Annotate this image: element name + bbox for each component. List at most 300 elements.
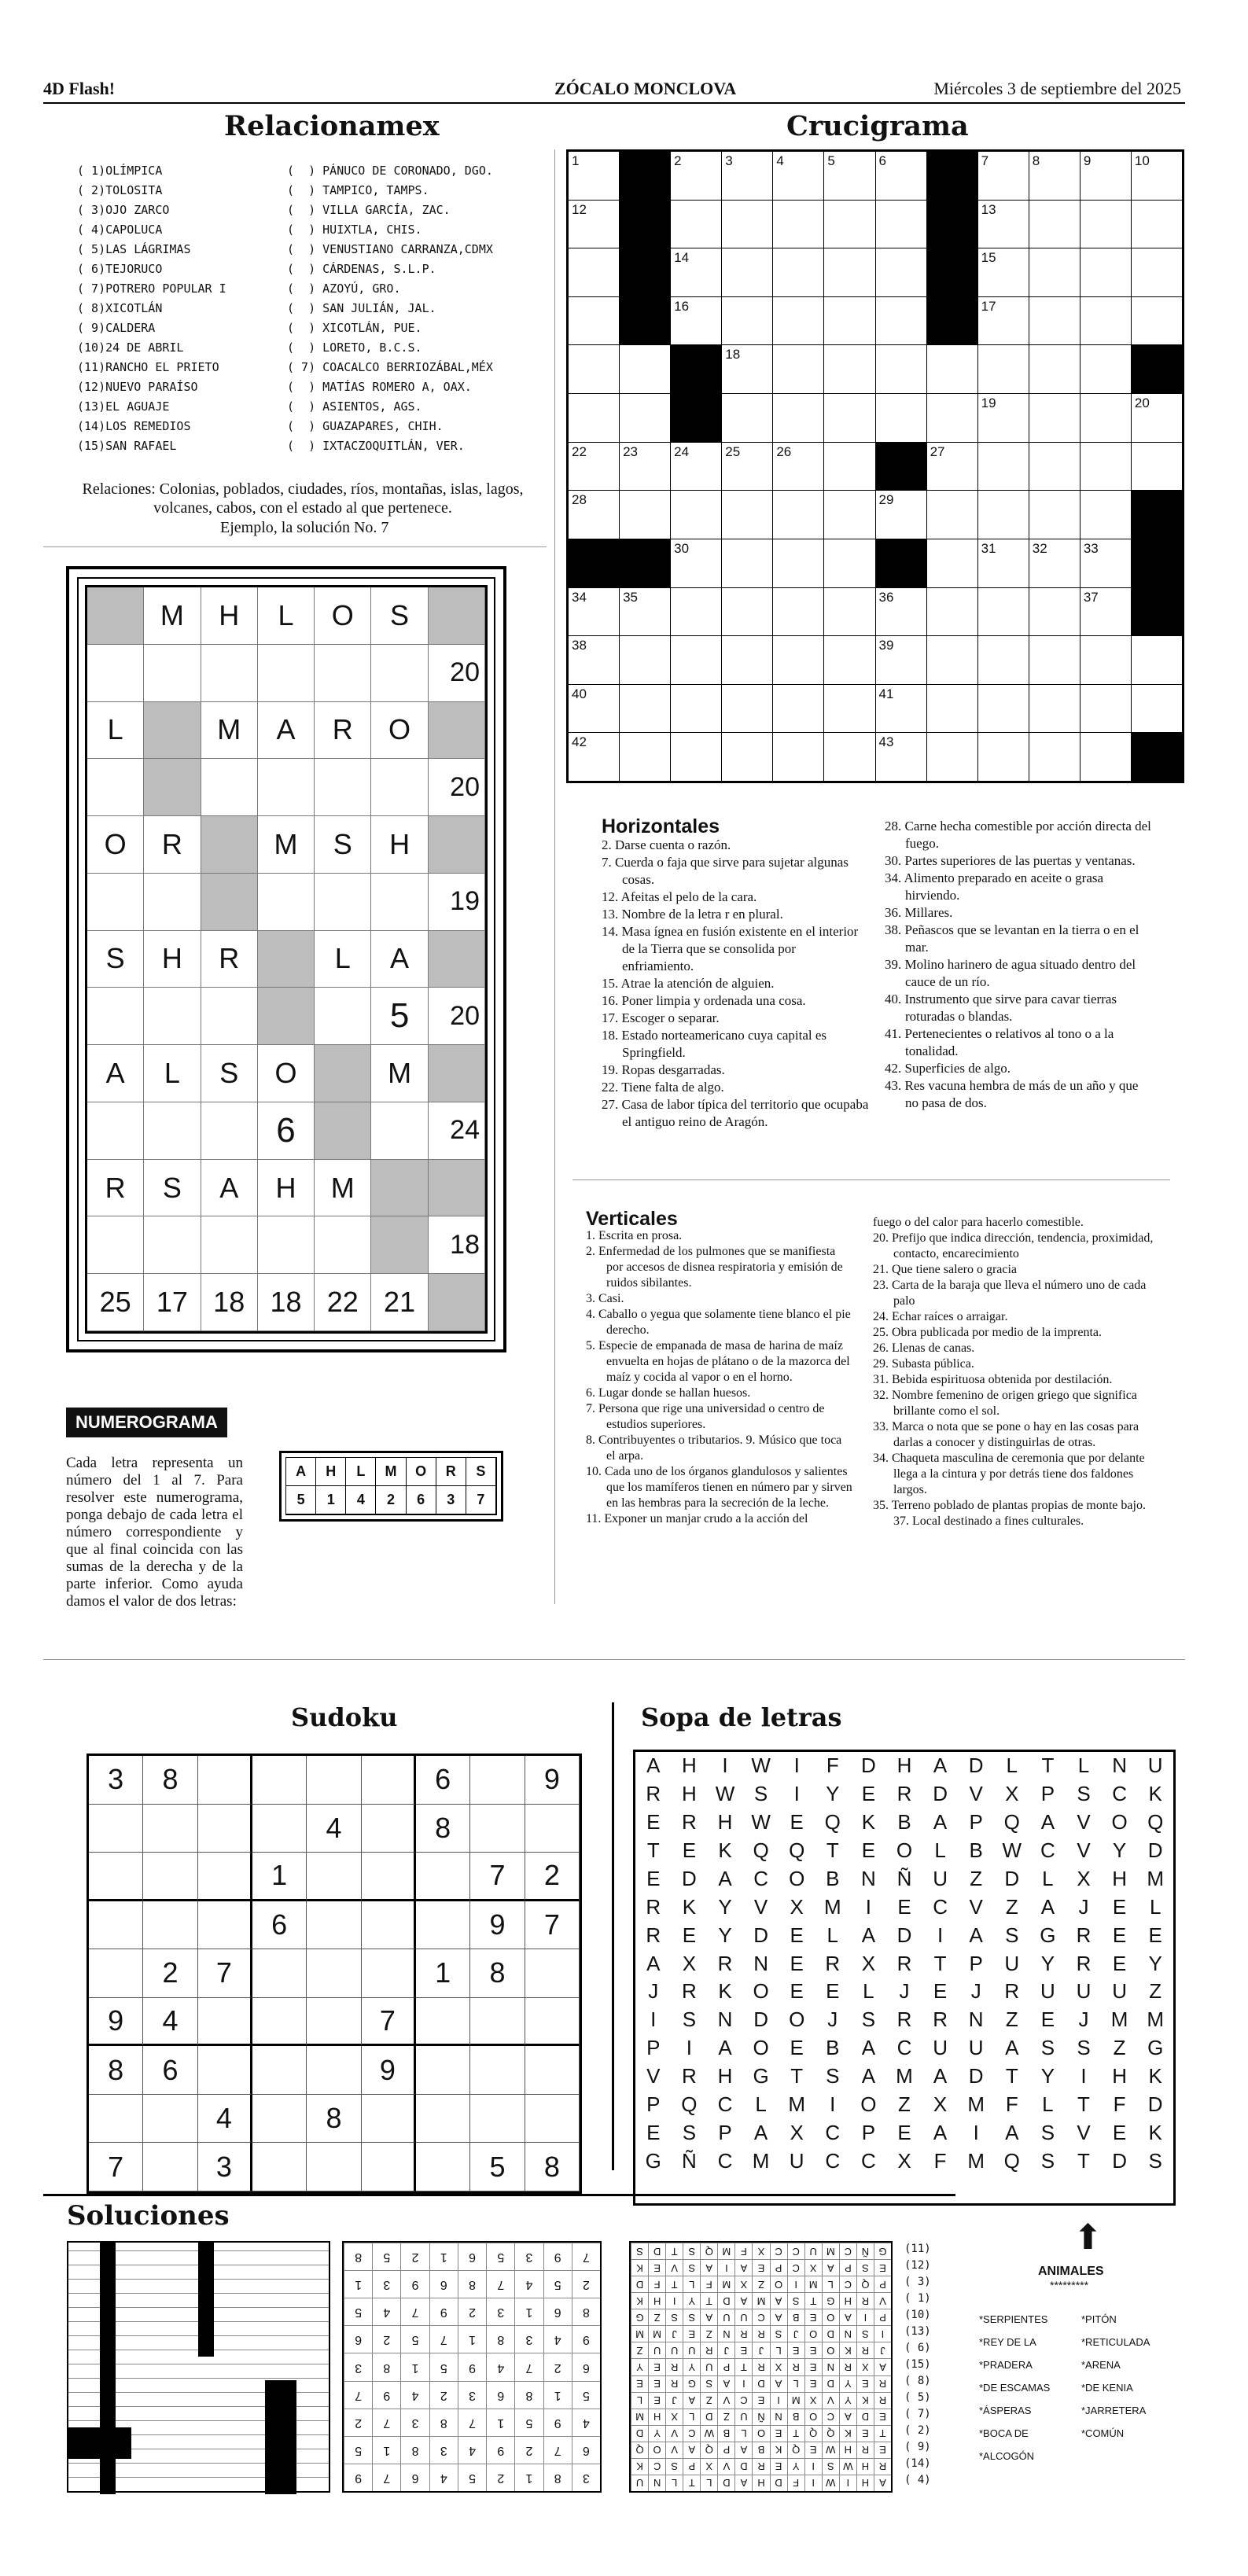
crossword-cell[interactable] (978, 733, 1029, 781)
sudoku-empty-cell[interactable] (525, 1949, 580, 1998)
crossword-cell[interactable] (824, 345, 874, 393)
numerograma-cell[interactable] (258, 759, 315, 816)
crossword-cell[interactable] (1029, 491, 1080, 539)
word-search-letter[interactable]: Q (1003, 2148, 1020, 2173)
word-search-letter[interactable]: V (1077, 1810, 1091, 1834)
word-search-letter[interactable]: M (823, 1894, 841, 1919)
crossword-cell[interactable] (722, 394, 772, 442)
crossword-cell[interactable] (1080, 539, 1131, 587)
word-search-letter[interactable]: F (1005, 2092, 1018, 2116)
crossword-cell[interactable] (876, 685, 926, 733)
word-search-letter[interactable]: R (896, 1782, 912, 1806)
word-search-letter[interactable]: D (933, 1782, 948, 1806)
crossword-cell[interactable] (978, 685, 1029, 733)
word-search-letter[interactable]: D (1112, 2148, 1127, 2173)
word-search-letter[interactable]: H (1112, 1866, 1127, 1890)
sudoku-empty-cell[interactable] (416, 1998, 470, 2047)
crossword-cell[interactable] (978, 394, 1029, 442)
word-search-letter[interactable]: J (648, 1979, 659, 2004)
crossword-cell[interactable] (824, 491, 874, 539)
crossword-cell[interactable] (1080, 685, 1131, 733)
word-search-letter[interactable]: E (861, 1838, 876, 1863)
crossword-cell[interactable] (1029, 588, 1080, 636)
word-search-letter[interactable]: X (790, 2120, 804, 2144)
sudoku-empty-cell[interactable] (525, 1805, 580, 1853)
word-search-letter[interactable]: C (717, 2148, 733, 2173)
word-search-letter[interactable]: M (1147, 1866, 1165, 1890)
word-search-letter[interactable]: Z (1113, 2036, 1126, 2060)
word-search-letter[interactable]: D (1147, 2092, 1163, 2116)
word-search-letter[interactable]: T (790, 2064, 804, 2088)
word-search-letter[interactable]: I (830, 2092, 836, 2116)
word-search-letter[interactable]: U (1040, 1979, 1055, 2004)
word-search-letter[interactable]: P (969, 1951, 983, 1975)
word-search-letter[interactable]: R (1076, 1951, 1092, 1975)
word-search-letter[interactable]: O (753, 2036, 769, 2060)
word-search-letter[interactable]: H (682, 1782, 697, 1806)
numerograma-cell[interactable] (315, 759, 371, 816)
word-search-letter[interactable]: E (790, 1951, 804, 1975)
crossword-cell[interactable] (1029, 201, 1080, 248)
word-search-letter[interactable]: B (826, 2036, 840, 2060)
word-search-letter[interactable]: V (1077, 2120, 1091, 2144)
crossword-cell[interactable] (1132, 394, 1182, 442)
word-search-letter[interactable]: C (933, 1894, 948, 1919)
crossword-cell[interactable] (722, 733, 772, 781)
numerograma-cell[interactable] (371, 759, 428, 816)
word-search-letter[interactable]: N (717, 2007, 733, 2032)
word-search-letter[interactable]: R (1004, 1979, 1020, 2004)
word-search-letter[interactable]: D (1147, 1838, 1163, 1863)
word-search-letter[interactable]: U (1076, 1979, 1092, 2004)
word-search-letter[interactable]: S (1148, 2148, 1162, 2173)
word-search-letter[interactable]: R (717, 1951, 733, 1975)
crossword-cell[interactable] (569, 297, 619, 345)
word-search-letter[interactable]: C (753, 1866, 768, 1890)
word-search-letter[interactable]: X (897, 2148, 911, 2173)
sudoku-empty-cell[interactable] (252, 2095, 307, 2144)
word-search-letter[interactable]: C (1112, 1782, 1127, 1806)
word-search-letter[interactable]: I (793, 1754, 800, 1778)
crossword-cell[interactable] (927, 636, 977, 684)
numerograma-cell[interactable] (315, 874, 371, 931)
crossword-cell[interactable] (722, 297, 772, 345)
word-search-letter[interactable]: J (1078, 1894, 1089, 1919)
crossword-cell[interactable] (1132, 297, 1182, 345)
word-search-letter[interactable]: T (1005, 2064, 1018, 2088)
crossword-cell[interactable] (671, 636, 721, 684)
crossword-cell[interactable] (1029, 345, 1080, 393)
word-search-letter[interactable]: X (790, 1894, 804, 1919)
crossword-cell[interactable] (671, 588, 721, 636)
numerograma-cell[interactable] (87, 1102, 144, 1160)
word-search-letter[interactable]: S (826, 2064, 840, 2088)
sudoku-empty-cell[interactable] (362, 1901, 416, 1950)
word-search-letter[interactable]: G (1040, 1923, 1056, 1947)
word-search-letter[interactable]: A (718, 2036, 732, 2060)
crossword-cell[interactable] (773, 588, 823, 636)
crossword-cell[interactable] (1080, 152, 1131, 200)
sudoku-empty-cell[interactable] (362, 1805, 416, 1853)
word-search-letter[interactable]: E (897, 1894, 911, 1919)
sudoku-empty-cell[interactable] (89, 1949, 143, 1998)
word-search-letter[interactable]: A (933, 2064, 948, 2088)
numerograma-cell[interactable] (144, 1216, 201, 1274)
crossword-cell[interactable] (1132, 152, 1182, 200)
word-search-letter[interactable]: R (933, 2007, 948, 2032)
word-search-letter[interactable]: X (1005, 1782, 1019, 1806)
word-search-letter[interactable]: U (968, 2036, 984, 2060)
crossword-cell[interactable] (1029, 733, 1080, 781)
word-search-letter[interactable]: M (896, 2064, 913, 2088)
word-search-letter[interactable]: W (751, 1810, 771, 1834)
sudoku-empty-cell[interactable] (416, 1853, 470, 1901)
crossword-cell[interactable] (927, 491, 977, 539)
word-search-letter[interactable]: P (969, 1810, 983, 1834)
crossword-cell[interactable] (620, 636, 670, 684)
word-search-letter[interactable]: R (896, 1951, 912, 1975)
numerograma-cell[interactable] (87, 1216, 144, 1274)
crossword-cell[interactable] (876, 636, 926, 684)
numerograma-cell[interactable] (201, 1216, 258, 1274)
word-search-letter[interactable]: I (722, 1754, 728, 1778)
word-search-letter[interactable]: C (717, 2092, 733, 2116)
numerograma-cell[interactable] (201, 759, 258, 816)
word-search-letter[interactable]: G (753, 2064, 769, 2088)
word-search-letter[interactable]: P (1040, 1782, 1055, 1806)
sudoku-empty-cell[interactable] (198, 1756, 252, 1805)
word-search-letter[interactable]: S (682, 2007, 697, 2032)
word-search-letter[interactable]: K (1148, 2120, 1162, 2144)
sudoku-empty-cell[interactable] (307, 1998, 361, 2047)
crossword-cell[interactable] (978, 636, 1029, 684)
crossword-cell[interactable] (569, 443, 619, 491)
word-search-letter[interactable]: A (861, 1923, 876, 1947)
word-search-letter[interactable]: S (1040, 2120, 1055, 2144)
word-search-letter[interactable]: R (646, 1782, 661, 1806)
sudoku-empty-cell[interactable] (89, 1853, 143, 1901)
crossword-cell[interactable] (569, 394, 619, 442)
word-search-letter[interactable]: Q (824, 1810, 841, 1834)
word-search-letter[interactable]: L (1042, 2092, 1054, 2116)
word-search-grid[interactable] (633, 1750, 1176, 2206)
word-search-letter[interactable]: W (715, 1782, 735, 1806)
crossword-cell[interactable] (1029, 539, 1080, 587)
word-search-letter[interactable]: H (1112, 2064, 1127, 2088)
word-search-letter[interactable]: V (1077, 1838, 1091, 1863)
word-search-letter[interactable]: O (789, 1866, 805, 1890)
word-search-letter[interactable]: D (896, 1923, 912, 1947)
word-search-letter[interactable]: K (1148, 1782, 1162, 1806)
word-search-letter[interactable]: Q (1147, 1810, 1164, 1834)
word-search-letter[interactable]: S (1040, 2148, 1055, 2173)
word-search-letter[interactable]: R (896, 2007, 912, 2032)
word-search-letter[interactable]: B (826, 1866, 840, 1890)
numerograma-cell[interactable] (258, 874, 315, 931)
numerograma-cell[interactable] (371, 874, 428, 931)
word-search-letter[interactable]: A (1005, 2120, 1019, 2144)
sudoku-empty-cell[interactable] (470, 1805, 525, 1853)
word-search-letter[interactable]: I (650, 2007, 657, 2032)
crossword-cell[interactable] (569, 491, 619, 539)
word-search-letter[interactable]: J (899, 1979, 910, 2004)
sudoku-empty-cell[interactable] (470, 1998, 525, 2047)
sudoku-empty-cell[interactable] (252, 2046, 307, 2095)
crossword-cell[interactable] (1029, 685, 1080, 733)
crossword-cell[interactable] (773, 201, 823, 248)
word-search-letter[interactable]: T (646, 1838, 660, 1863)
word-search-letter[interactable]: F (1113, 2092, 1126, 2116)
word-search-letter[interactable]: A (646, 1951, 661, 1975)
sudoku-empty-cell[interactable] (89, 2095, 143, 2144)
crossword-cell[interactable] (569, 152, 619, 200)
crossword-cell[interactable] (722, 588, 772, 636)
word-search-letter[interactable]: K (718, 1838, 732, 1863)
word-search-letter[interactable]: A (1040, 1810, 1055, 1834)
sudoku-empty-cell[interactable] (307, 1949, 361, 1998)
word-search-letter[interactable]: A (753, 2120, 768, 2144)
crossword-grid[interactable] (566, 149, 1184, 783)
word-search-letter[interactable]: F (826, 1754, 839, 1778)
crossword-cell[interactable] (620, 345, 670, 393)
word-search-letter[interactable]: A (933, 1754, 948, 1778)
word-search-letter[interactable]: Y (1040, 1951, 1055, 1975)
sudoku-empty-cell[interactable] (198, 1805, 252, 1853)
word-search-letter[interactable]: L (934, 1838, 946, 1863)
crossword-cell[interactable] (722, 443, 772, 491)
numerograma-cell[interactable] (258, 645, 315, 702)
crossword-cell[interactable] (722, 248, 772, 296)
crossword-cell[interactable] (824, 539, 874, 587)
word-search-letter[interactable]: H (682, 1754, 697, 1778)
word-search-letter[interactable]: L (1149, 1894, 1161, 1919)
crossword-cell[interactable] (569, 248, 619, 296)
word-search-letter[interactable]: L (826, 1923, 839, 1947)
numerograma-cell[interactable] (87, 759, 144, 816)
crossword-cell[interactable] (824, 733, 874, 781)
numerograma-cell[interactable] (315, 1216, 371, 1274)
word-search-letter[interactable]: A (861, 2064, 876, 2088)
word-search-letter[interactable]: Y (826, 1782, 840, 1806)
crossword-cell[interactable] (1132, 636, 1182, 684)
word-search-letter[interactable]: Z (1149, 1979, 1162, 2004)
crossword-cell[interactable] (773, 152, 823, 200)
word-search-letter[interactable]: R (646, 1923, 661, 1947)
numerograma-cell[interactable] (144, 645, 201, 702)
word-search-letter[interactable]: D (753, 1923, 768, 1947)
word-search-letter[interactable]: L (1077, 1754, 1090, 1778)
word-search-letter[interactable]: E (933, 1979, 948, 2004)
word-search-letter[interactable]: S (861, 2007, 876, 2032)
numerograma-cell[interactable] (201, 645, 258, 702)
numerograma-cell[interactable] (371, 1102, 428, 1160)
crossword-cell[interactable] (1080, 248, 1131, 296)
word-search-letter[interactable]: Z (898, 2092, 911, 2116)
word-search-letter[interactable]: A (969, 1923, 983, 1947)
word-search-letter[interactable]: A (1005, 2036, 1019, 2060)
word-search-letter[interactable]: B (969, 1838, 983, 1863)
crossword-cell[interactable] (824, 394, 874, 442)
word-search-letter[interactable]: W (1002, 1838, 1022, 1863)
word-search-letter[interactable]: E (646, 2120, 661, 2144)
word-search-letter[interactable]: I (937, 1923, 944, 1947)
numerograma-cell[interactable] (87, 874, 144, 931)
crossword-cell[interactable] (773, 394, 823, 442)
word-search-letter[interactable]: C (1040, 1838, 1055, 1863)
word-search-letter[interactable]: K (1148, 2064, 1162, 2088)
word-search-letter[interactable]: U (789, 2148, 804, 2173)
crossword-cell[interactable] (927, 443, 977, 491)
word-search-letter[interactable]: R (825, 1951, 841, 1975)
sudoku-empty-cell[interactable] (143, 2143, 197, 2191)
word-search-letter[interactable]: A (646, 1754, 661, 1778)
sudoku-empty-cell[interactable] (143, 1901, 197, 1950)
word-search-letter[interactable]: Q (681, 2092, 698, 2116)
word-search-letter[interactable]: E (682, 1838, 697, 1863)
sudoku-empty-cell[interactable] (143, 2095, 197, 2144)
word-search-letter[interactable]: P (861, 2120, 876, 2144)
sudoku-empty-cell[interactable] (525, 1998, 580, 2047)
crossword-cell[interactable] (671, 201, 721, 248)
crossword-cell[interactable] (1132, 248, 1182, 296)
word-search-letter[interactable]: S (1077, 2036, 1091, 2060)
crossword-cell[interactable] (1029, 152, 1080, 200)
crossword-cell[interactable] (876, 491, 926, 539)
crossword-cell[interactable] (824, 152, 874, 200)
word-search-letter[interactable]: D (1004, 1866, 1020, 1890)
crossword-cell[interactable] (978, 152, 1029, 200)
crossword-cell[interactable] (876, 588, 926, 636)
crossword-cell[interactable] (569, 201, 619, 248)
word-search-letter[interactable]: X (1077, 1866, 1091, 1890)
crossword-cell[interactable] (876, 297, 926, 345)
sudoku-empty-cell[interactable] (252, 1998, 307, 2047)
sudoku-empty-cell[interactable] (362, 1853, 416, 1901)
numerograma-cell[interactable] (315, 645, 371, 702)
sudoku-empty-cell[interactable] (525, 2046, 580, 2095)
word-search-letter[interactable]: N (861, 1866, 876, 1890)
crossword-cell[interactable] (824, 588, 874, 636)
word-search-letter[interactable]: S (753, 1782, 768, 1806)
word-search-letter[interactable]: A (718, 1866, 732, 1890)
numerograma-cell[interactable] (87, 988, 144, 1045)
word-search-letter[interactable]: H (896, 1754, 912, 1778)
word-search-letter[interactable]: U (933, 1866, 948, 1890)
crossword-cell[interactable] (773, 443, 823, 491)
crossword-cell[interactable] (876, 394, 926, 442)
crossword-cell[interactable] (927, 345, 977, 393)
word-search-letter[interactable]: S (1077, 1782, 1091, 1806)
crossword-cell[interactable] (978, 201, 1029, 248)
word-search-letter[interactable]: L (863, 1979, 874, 2004)
crossword-cell[interactable] (1080, 443, 1131, 491)
sudoku-empty-cell[interactable] (470, 1756, 525, 1805)
word-search-letter[interactable]: Y (1148, 1951, 1162, 1975)
crossword-cell[interactable] (773, 539, 823, 587)
sudoku-empty-cell[interactable] (252, 1756, 307, 1805)
word-search-letter[interactable]: O (1111, 1810, 1128, 1834)
word-search-letter[interactable]: A (1040, 1894, 1055, 1919)
crossword-cell[interactable] (722, 636, 772, 684)
word-search-letter[interactable]: Z (1005, 1894, 1018, 1919)
crossword-cell[interactable] (671, 733, 721, 781)
crossword-cell[interactable] (978, 588, 1029, 636)
crossword-cell[interactable] (671, 297, 721, 345)
crossword-cell[interactable] (722, 152, 772, 200)
word-search-letter[interactable]: I (865, 1894, 871, 1919)
word-search-letter[interactable]: C (825, 2148, 841, 2173)
word-search-letter[interactable]: E (682, 1923, 697, 1947)
crossword-cell[interactable] (978, 491, 1029, 539)
word-search-letter[interactable]: H (717, 2064, 733, 2088)
word-search-letter[interactable]: Q (789, 1838, 805, 1863)
crossword-cell[interactable] (773, 636, 823, 684)
word-search-letter[interactable]: K (861, 1810, 876, 1834)
word-search-letter[interactable]: N (1112, 1754, 1127, 1778)
word-search-letter[interactable]: V (646, 2064, 661, 2088)
word-search-letter[interactable]: P (646, 2036, 661, 2060)
sudoku-empty-cell[interactable] (525, 2095, 580, 2144)
crossword-cell[interactable] (569, 636, 619, 684)
word-search-letter[interactable]: M (752, 2148, 770, 2173)
word-search-letter[interactable]: N (968, 2007, 984, 2032)
word-search-letter[interactable]: E (1112, 2120, 1127, 2144)
word-search-letter[interactable]: V (969, 1782, 983, 1806)
crossword-cell[interactable] (620, 685, 670, 733)
crossword-cell[interactable] (1029, 636, 1080, 684)
word-search-letter[interactable]: R (646, 1894, 661, 1919)
word-search-letter[interactable]: E (1040, 2007, 1055, 2032)
crossword-cell[interactable] (1080, 394, 1131, 442)
word-search-letter[interactable]: E (790, 1979, 804, 2004)
word-search-letter[interactable]: Y (718, 1923, 732, 1947)
word-search-letter[interactable]: T (1077, 2148, 1090, 2173)
sudoku-empty-cell[interactable] (416, 2046, 470, 2095)
sudoku-empty-cell[interactable] (198, 1901, 252, 1950)
sudoku-empty-cell[interactable] (416, 2095, 470, 2144)
word-search-letter[interactable]: L (755, 2092, 767, 2116)
crossword-cell[interactable] (927, 733, 977, 781)
word-search-letter[interactable]: Y (1040, 2064, 1055, 2088)
sudoku-empty-cell[interactable] (143, 1853, 197, 1901)
crossword-cell[interactable] (620, 394, 670, 442)
crossword-cell[interactable] (722, 491, 772, 539)
crossword-cell[interactable] (1029, 443, 1080, 491)
word-search-letter[interactable]: N (753, 1951, 768, 1975)
crossword-cell[interactable] (1029, 297, 1080, 345)
crossword-cell[interactable] (824, 201, 874, 248)
numerograma-cell[interactable] (201, 1102, 258, 1160)
sudoku-empty-cell[interactable] (307, 1756, 361, 1805)
crossword-cell[interactable] (824, 443, 874, 491)
crossword-cell[interactable] (978, 345, 1029, 393)
sudoku-empty-cell[interactable] (143, 1805, 197, 1853)
word-search-letter[interactable]: J (827, 2007, 838, 2032)
sudoku-empty-cell[interactable] (362, 1756, 416, 1805)
word-search-letter[interactable]: Y (1112, 1838, 1127, 1863)
crossword-cell[interactable] (927, 685, 977, 733)
word-search-letter[interactable]: E (1112, 1923, 1127, 1947)
crossword-cell[interactable] (773, 685, 823, 733)
word-search-letter[interactable]: I (973, 2120, 979, 2144)
word-search-letter[interactable]: D (861, 1754, 876, 1778)
word-search-letter[interactable]: A (861, 2036, 876, 2060)
word-search-letter[interactable]: L (1006, 1754, 1018, 1778)
numerograma-cell[interactable] (315, 988, 371, 1045)
crossword-cell[interactable] (824, 636, 874, 684)
word-search-letter[interactable]: O (896, 1838, 913, 1863)
word-search-letter[interactable]: U (1147, 1754, 1163, 1778)
